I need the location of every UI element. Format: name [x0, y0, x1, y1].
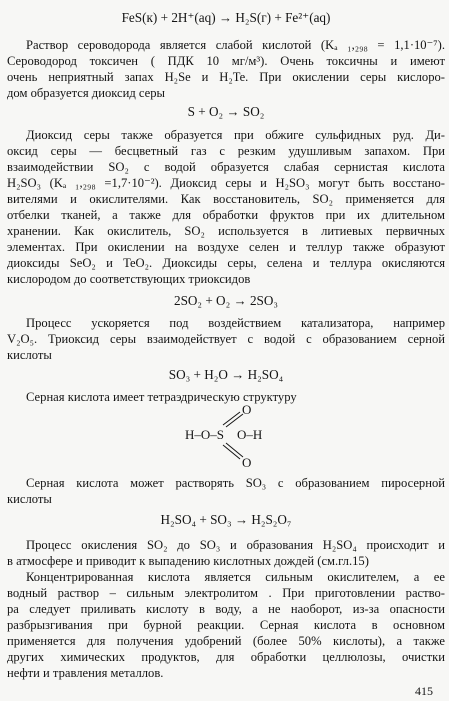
- paragraph-line: Процесс окисления SO₂ до SO₃ и образования H₂SO₄ происходит и: [26, 538, 445, 552]
- paragraph-line: применяется для получения удобрений (более 50% кислоты), а также: [7, 634, 445, 648]
- paragraph-line: кислоты: [7, 348, 52, 362]
- paragraph-line: вителями и окислителями. Как восстановитель, SO₂ применяется для: [7, 192, 445, 206]
- paragraph-line: отбелки тканей, а также для обработки фруктов при их длительном: [7, 208, 445, 222]
- paragraph-line: Серная кислота может растворять SO₃ с образованием пиросерной: [26, 476, 445, 490]
- page-number: 415: [415, 684, 433, 698]
- paragraph-line: других химических продуктов, для обработки целлюлозы, очистки: [7, 650, 445, 664]
- paragraph-line: кислородом до соответствующих триоксидов: [7, 272, 251, 286]
- paragraph-line: водный раствор – сильным электролитом . При приготовлении раство-: [7, 586, 445, 600]
- paragraph-line: V₂O₅. Триоксид серы взаимодействует с водой с образованием серной: [7, 332, 445, 346]
- paragraph-line: Процесс ускоряется под воздействием катализатора, например: [26, 316, 445, 330]
- paragraph-line: кислоты: [7, 492, 52, 506]
- paragraph-line: очень неприятный запах H₂Se и H₂Te. При окислении серы кислоро-: [7, 70, 445, 84]
- paragraph-line: Концентрированная кислота является сильным окислителем, а ее: [26, 570, 445, 584]
- paragraph-line: Диоксид серы также образуется при обжиге сульфидных руд. Ди-: [26, 128, 445, 142]
- structure-left-group: H–O–S: [185, 427, 225, 442]
- equation-h2so4: SO₃ + H₂O → H₂SO₄: [168, 367, 284, 382]
- equation-so3: 2SO₂ + O₂ → 2SO₃: [173, 293, 279, 308]
- paragraph-line: Раствор сероводорода является слабой кислотой (Kₐ ₁,₂₉₈ = 1,1·10⁻⁷).: [26, 38, 445, 52]
- equation-so2: S + O₂ → SO₂: [187, 104, 265, 119]
- structure-top-oxygen: O: [242, 402, 252, 417]
- paragraph-line: оксид серы — бесцветный газ с резким удушливым запахом. При: [7, 144, 445, 158]
- paragraph-line: дом образуется диоксид серы: [7, 86, 166, 100]
- sulfuric-acid-structure: [185, 401, 285, 471]
- paragraph-line: ра следует приливать кислоту в воду, а не наоборот, из-за опасности: [7, 602, 445, 616]
- paragraph-line: в атмосфере и приводит к выпадению кислотных дождей (см.гл.15): [7, 554, 369, 568]
- paragraph-line: диоксиды SeO₂ и TeO₂. Диоксиды серы, селена и теллура окисляются: [7, 256, 445, 270]
- equation-pyrosulfuric: H₂SO₄ + SO₃ → H₂S₂O₇: [160, 512, 292, 527]
- paragraph-line: H₂SO₃ (Kₐ ₁,₂₉₈ =1,7·10⁻²). Диоксид серы и H₂SO₃ могут быть восстано-: [7, 176, 445, 190]
- paragraph-line: Сероводород токсичен ( ПДК 10 мг/м³). Очень токсичны и имеют: [7, 54, 445, 68]
- structure-right-group: O–H: [237, 427, 263, 442]
- equation-fes: FeS(к) + 2H⁺(aq) → H₂S(г) + Fe²⁺(aq): [121, 10, 331, 25]
- paragraph-line: хранении. Как окислитель, SO₂ используется в литиевых первичных: [7, 224, 445, 238]
- structure-bottom-oxygen: O: [242, 455, 252, 470]
- paragraph-line: взаимодействии SO₂ с водой образуется слабая сернистая кислота: [7, 160, 445, 174]
- paragraph-line: разбрызгивания при бурной реакции. Серная кислота в основном: [7, 618, 445, 632]
- paragraph-line: элементах. При окислении на воздухе селен и теллур также образуют: [7, 240, 445, 254]
- paragraph-line: нефти и травления металлов.: [7, 666, 164, 680]
- paragraph-line: Серная кислота имеет тетраэдрическую структуру: [26, 390, 297, 404]
